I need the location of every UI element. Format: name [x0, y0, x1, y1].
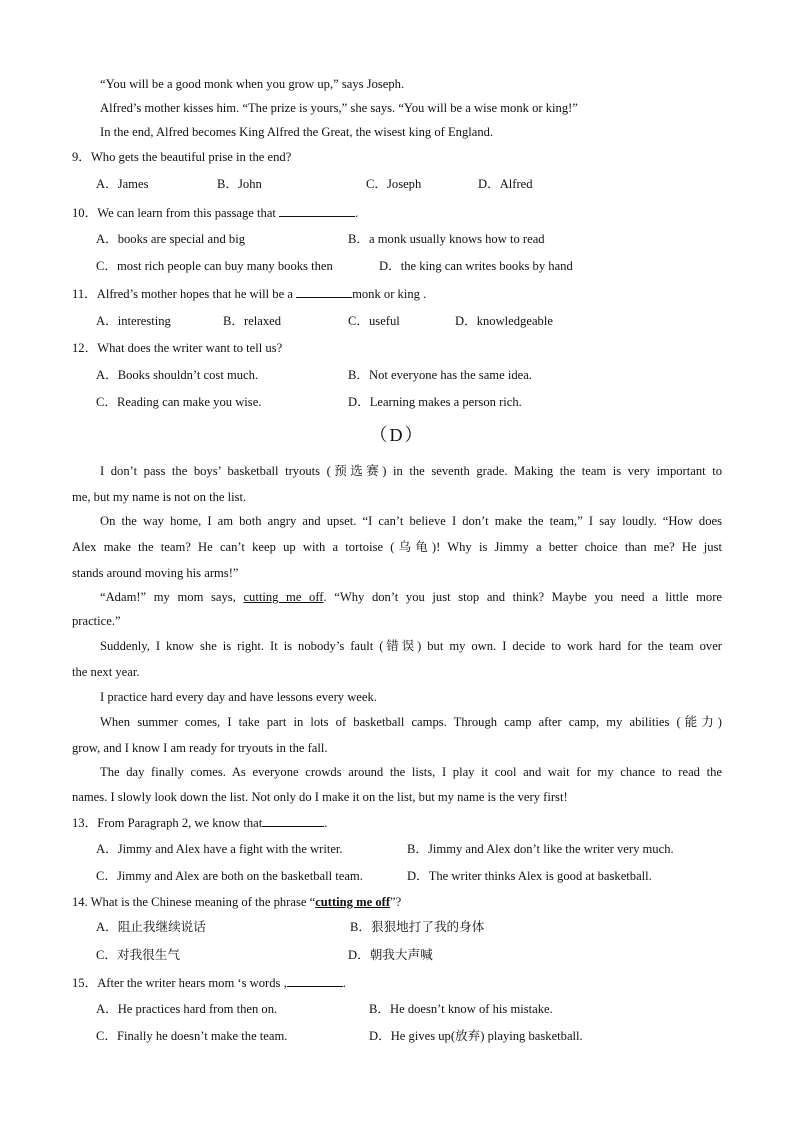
- underlined-phrase: cutting me off: [315, 895, 391, 909]
- answer-option[interactable]: B．a monk usually knows how to read: [348, 232, 545, 246]
- answer-blank: [296, 285, 352, 298]
- answer-option[interactable]: D．the king can writes books by hand: [379, 259, 573, 273]
- answer-option[interactable]: D．The writer thinks Alex is good at basketball.: [407, 869, 652, 883]
- story-line: In the end, Alfred becomes King Alfred the Great, the wisest king of England.: [100, 125, 494, 139]
- answer-option[interactable]: A．Jimmy and Alex have a fight with the writer.: [96, 842, 343, 856]
- story-line: Alfred’s mother kisses him. “The prize is yours,” she says. “You will be a wise monk or king!”: [100, 101, 578, 115]
- answer-option[interactable]: C．useful: [348, 314, 400, 328]
- passage-line: stands around moving his arms!”: [72, 566, 239, 580]
- passage-line: On the way home, I am both angry and upset. “I can’t believe I don’t make the team,” I say loudly. “How does: [100, 514, 722, 528]
- passage-line: Suddenly, I know she is right. It is nobody’s fault (错误) but my own. I decide to work hard for the team over: [100, 639, 722, 653]
- answer-option[interactable]: D．Alfred: [478, 177, 533, 191]
- stem-text: 13．From Paragraph 2, we know that: [72, 816, 263, 830]
- section-title: （D）: [369, 425, 425, 445]
- passage-line: Alex make the team? He can’t keep up with a tortoise (乌龟)! Why is Jimmy a better choice than me? He just: [72, 540, 722, 554]
- answer-option[interactable]: B．Not everyone has the same idea.: [348, 368, 532, 382]
- answer-option[interactable]: D．Learning makes a person rich.: [348, 395, 522, 409]
- passage-text: “Adam!” my mom says,: [100, 590, 244, 604]
- answer-option[interactable]: C．Jimmy and Alex are both on the basketball team.: [96, 869, 363, 883]
- answer-option[interactable]: A．Books shouldn’t cost much.: [96, 368, 259, 382]
- question-stem: 12．What does the writer want to tell us?: [72, 341, 283, 355]
- answer-blank: [279, 204, 355, 217]
- answer-option[interactable]: A．interesting: [96, 314, 171, 328]
- answer-option[interactable]: A．阻止我继续说话: [96, 920, 206, 934]
- question-stem: [72, 285, 426, 302]
- passage-line: When summer comes, I take part in lots of basketball camps. Through camp after camp, my abilities (能力): [100, 715, 722, 729]
- passage-line: [100, 589, 722, 605]
- answer-option[interactable]: D．knowledgeable: [455, 314, 553, 328]
- passage-line: me, but my name is not on the list.: [72, 490, 247, 504]
- question-stem: [72, 814, 327, 831]
- answer-option[interactable]: C．Reading can make you wise.: [96, 395, 262, 409]
- underlined-phrase: cutting me off: [243, 590, 324, 604]
- passage-line: names. I slowly look down the list. Not only do I make it on the list, but my name is the very first!: [72, 790, 568, 804]
- answer-option[interactable]: A．books are special and big: [96, 232, 245, 246]
- passage-line: The day finally comes. As everyone crowds around the lists, I play it cool and wait for my chance to read the: [100, 765, 722, 779]
- answer-option[interactable]: C．Finally he doesn’t make the team.: [96, 1029, 288, 1043]
- answer-option[interactable]: C．most rich people can buy many books then: [96, 259, 333, 273]
- answer-option[interactable]: D．朝我大声喊: [348, 948, 433, 962]
- question-stem: [72, 894, 401, 910]
- answer-option[interactable]: D．He gives up(放弃) playing basketball.: [369, 1029, 583, 1043]
- passage-text: . “Why don’t you just stop and think? Maybe you need a little more: [323, 590, 723, 604]
- answer-blank: [287, 974, 343, 987]
- answer-option[interactable]: B．John: [217, 177, 262, 191]
- passage-line: I don’t pass the boys’ basketball tryouts (预选赛) in the seventh grade. Making the team is very important to: [100, 464, 722, 478]
- answer-option[interactable]: B．relaxed: [223, 314, 282, 328]
- stem-text: .: [342, 976, 346, 990]
- stem-text: .: [355, 206, 359, 220]
- passage-line: grow, and I know I am ready for tryouts in the fall.: [72, 741, 328, 755]
- answer-option[interactable]: C．Joseph: [366, 177, 422, 191]
- stem-text: ”?: [390, 895, 402, 909]
- stem-text: 14. What is the Chinese meaning of the phrase “: [72, 895, 316, 909]
- stem-text: monk or king .: [352, 287, 427, 301]
- answer-option[interactable]: A．He practices hard from then on.: [96, 1002, 278, 1016]
- answer-option[interactable]: A．James: [96, 177, 149, 191]
- question-stem: [72, 204, 358, 221]
- passage-line: the next year.: [72, 665, 140, 679]
- stem-text: 11．Alfred’s mother hopes that he will be a: [72, 287, 297, 301]
- question-stem: [72, 974, 346, 991]
- answer-option[interactable]: C．对我很生气: [96, 948, 180, 962]
- answer-option[interactable]: B．Jimmy and Alex don’t like the writer very much.: [407, 842, 674, 856]
- answer-option[interactable]: B．狠狠地打了我的身体: [350, 920, 485, 934]
- stem-text: 15．After the writer hears mom ‘s words ,: [72, 976, 287, 990]
- story-line: “You will be a good monk when you grow up,” says Joseph.: [100, 77, 405, 91]
- answer-blank: [262, 814, 324, 827]
- passage-line: I practice hard every day and have lessons every week.: [100, 690, 377, 704]
- stem-text: .: [324, 816, 328, 830]
- stem-text: 10．We can learn from this passage that: [72, 206, 280, 220]
- answer-option[interactable]: B．He doesn’t know of his mistake.: [369, 1002, 553, 1016]
- passage-line: practice.”: [72, 614, 121, 628]
- question-stem: 9．Who gets the beautiful prise in the end?: [72, 150, 292, 164]
